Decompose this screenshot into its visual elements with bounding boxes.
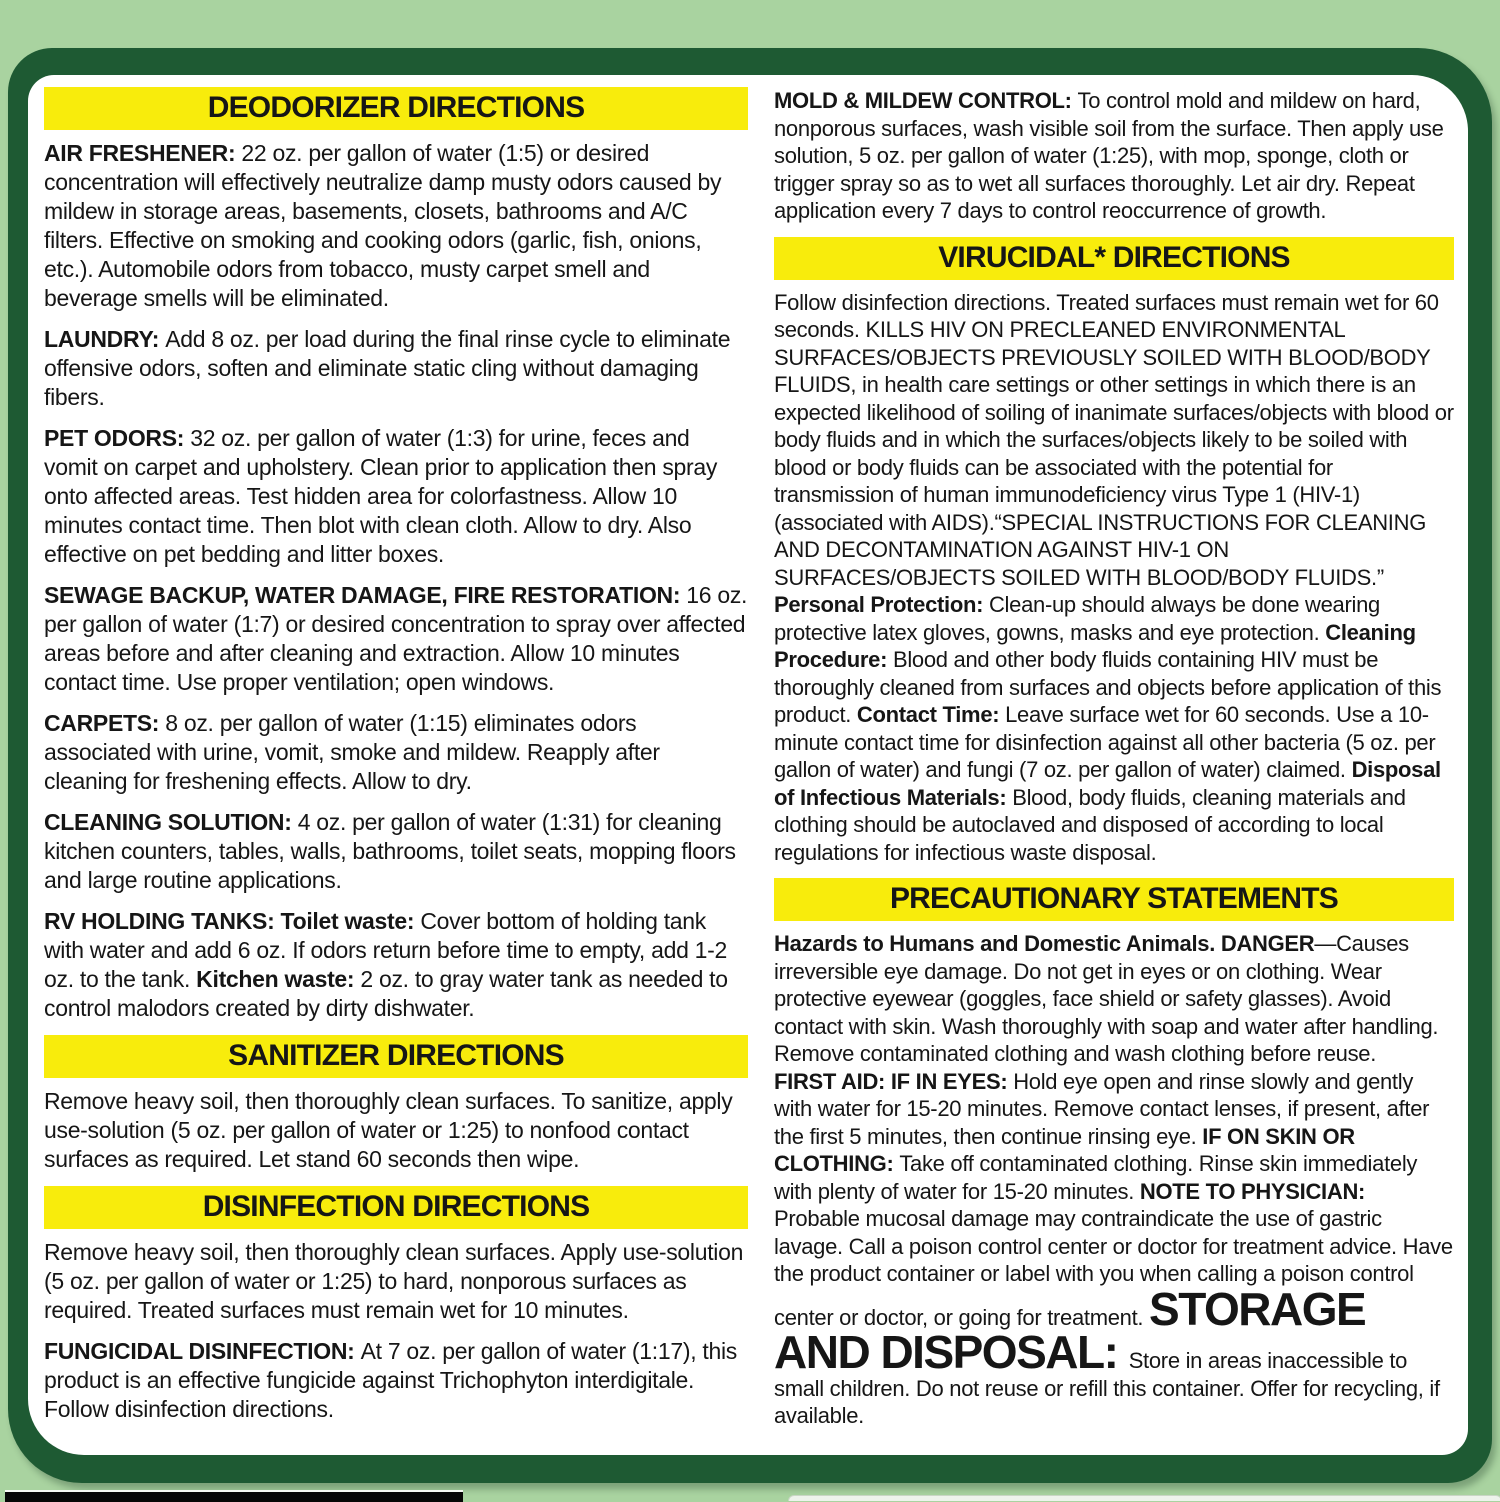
storage-disposal-heading: STORAGE AND DISPOSAL: bbox=[774, 1282, 1366, 1378]
body-text: Add 8 oz. per load during the final rinse cycle to eliminate offensive odors, soften and eliminate static cling without damaging fibers. bbox=[44, 326, 731, 410]
bold-lead-text: Cleaning Procedure: bbox=[774, 619, 1416, 672]
section-header: VIRUCIDAL* DIRECTIONS bbox=[774, 237, 1454, 280]
bold-lead-text: PET ODORS: bbox=[44, 425, 191, 451]
body-text: Take off contaminated clothing. Rinse skin immediately with plenty of water for 15-20 minutes. bbox=[774, 1151, 1418, 1204]
bold-lead-text: LAUNDRY: bbox=[44, 326, 166, 352]
body-text: Cover bottom of holding tank with water and add 6 oz. If odors return before time to empty, add 1-2 oz. to the tank. bbox=[44, 908, 728, 992]
paragraph bbox=[44, 424, 748, 569]
paragraph bbox=[774, 1068, 1454, 1430]
bold-lead-text: Hazards to Humans and Domestic Animals. DANGER bbox=[774, 931, 1315, 956]
bold-lead-text: FIRST AID: IF IN EYES: bbox=[774, 1068, 1014, 1094]
bold-lead-text: CARPETS: bbox=[44, 710, 166, 736]
body-text: 22 oz. per gallon of water (1:5) or desired concentration will effectively neutralize damp musty odors caused by mildew in storage areas, basements, closets, bathrooms and A/C filters. Effective on smoking and cooking odors (garlic, fish, onions, etc.). Automobile odors from tobacco, musty carpet smell and beverage smells will be eliminated. bbox=[44, 140, 722, 311]
body-text: Hold eye open and rinse slowly and gently with water for 15-20 minutes. Remove contact lenses, if present, after the first 5 minutes, then continue rinsing eye. bbox=[774, 1068, 1430, 1149]
bold-lead-text: Contact Time: bbox=[856, 702, 1006, 727]
bold-lead-text: MOLD & MILDEW CONTROL: bbox=[774, 88, 1078, 113]
body-text: At 7 oz. per gallon of water (1:17), this product is an effective fungicide against Trichophyton interdigitale. Follow disinfection directions. bbox=[44, 1338, 737, 1422]
next-panel-corner-peek bbox=[788, 1495, 1500, 1501]
label-panel bbox=[28, 75, 1468, 1455]
body-text: Blood, body fluids, cleaning materials and clothing should be autoclaved and disposed of according to local regulations for infectious waste disposal. bbox=[774, 784, 1406, 865]
body-text: Blood and other body fluids containing HIV must be thoroughly cleaned from surfaces and objects before application of this product. bbox=[774, 647, 1442, 727]
paragraph bbox=[44, 808, 748, 895]
bold-lead-text: SEWAGE BACKUP, WATER DAMAGE, FIRE RESTORATION: bbox=[44, 582, 687, 608]
section-header: DEODORIZER DIRECTIONS bbox=[44, 87, 748, 130]
right-column bbox=[756, 87, 1454, 1445]
body-text: Probable mucosal damage may contraindicate the use of gastric lavage. Call a poison control center or doctor for treatment advice. Have the product container or label with you when calling a poison control center or doctor, or going for treatment. bbox=[774, 1206, 1453, 1330]
bold-lead-text: Kitchen waste: bbox=[196, 966, 361, 992]
body-text: —Causes irreversible eye damage. Do not get in eyes or on clothing. Wear protective eyewear (goggles, face shield or safety glasses). Avoid contact with skin. Wash thoroughly with soap and water after handling. Remove contaminated clothing and wash clothing before reuse. bbox=[774, 931, 1439, 1066]
section-header: SANITIZER DIRECTIONS bbox=[44, 1035, 748, 1078]
body-text: 2 oz. to gray water tank as needed to control malodors created by dirty dishwater. bbox=[44, 966, 728, 1021]
label-frame bbox=[8, 48, 1492, 1483]
body-text: Store in areas inaccessible to small children. Do not reuse or refill this container. Offer for recycling, if available. bbox=[774, 1348, 1440, 1428]
bold-lead-text: Disposal of Infectious Materials: bbox=[774, 757, 1441, 810]
paragraph bbox=[44, 709, 748, 796]
body-text: Follow disinfection directions. Treated surfaces must remain wet for 60 seconds. KILLS HIV ON PRECLEANED ENVIRONMENTAL SURFACES/OBJECTS PREVIOUSLY SOILED WITH BLOOD/BODY FLUIDS, in health care settings or other settings in which there is an expected likelihood of soiling of inanimate surfaces/objects with blood or body fluids and in which the surfaces/objects likely to be soiled with blood or body fluids can be associated with the potential for transmission of human immunodeficiency virus Type 1 (HIV-1)(associated with AIDS).“SPECIAL INSTRUCTIONS FOR CLEANING AND DECONTAMINATION AGAINST HIV-1 ON SURFACES/OBJECTS SOILED WITH BLOOD/BODY FLUIDS.” bbox=[774, 289, 1454, 590]
bold-lead-text: IF ON SKIN OR CLOTHING: bbox=[774, 1123, 1355, 1176]
paragraph bbox=[44, 325, 748, 412]
paragraph bbox=[44, 581, 748, 697]
paragraph bbox=[774, 930, 1454, 1068]
paragraph bbox=[44, 1087, 748, 1174]
section-header: DISINFECTION DIRECTIONS bbox=[44, 1186, 748, 1229]
bold-lead-text: FUNGICIDAL DISINFECTION: bbox=[44, 1338, 361, 1364]
paragraph bbox=[774, 87, 1454, 225]
section-header: PRECAUTIONARY STATEMENTS bbox=[774, 878, 1454, 921]
bold-lead-text: RV HOLDING TANKS: Toilet waste: bbox=[44, 908, 421, 934]
left-column bbox=[44, 87, 756, 1445]
bold-lead-text: NOTE TO PHYSICIAN: bbox=[1139, 1178, 1366, 1204]
paragraph bbox=[774, 289, 1454, 867]
paragraph bbox=[44, 139, 748, 313]
bold-lead-text: Personal Protection: bbox=[774, 592, 989, 617]
paragraph bbox=[44, 1337, 748, 1424]
body-text: 8 oz. per gallon of water (1:15) eliminates odors associated with urine, vomit, smoke and mildew. Reapply after cleaning for freshening effects. Allow to dry. bbox=[44, 710, 660, 794]
next-panel-top-edge bbox=[5, 1490, 463, 1502]
body-text: 32 oz. per gallon of water (1:3) for urine, feces and vomit on carpet and upholstery. Clean prior to application then spray onto affected areas. Test hidden area for colorfastness. Allow 10 minutes contact time. Then blot with clean cloth. Allow to dry. Also effective on pet bedding and litter boxes. bbox=[44, 425, 718, 567]
body-text: To control mold and mildew on hard, nonporous surfaces, wash visible soil from the surface. Then apply use solution, 5 oz. per gallon of water (1:25), with mop, sponge, cloth or trigger spray so as to wet all surfaces thoroughly. Let air dry. Repeat application every 7 days to control reoccurrence of growth. bbox=[774, 88, 1444, 223]
body-text: 4 oz. per gallon of water (1:31) for cleaning kitchen counters, tables, walls, bathrooms, toilet seats, mopping floors and large routine applications. bbox=[44, 809, 736, 893]
body-text: Remove heavy soil, then thoroughly clean surfaces. Apply use-solution (5 oz. per gallon of water or 1:25) to hard, nonporous surfaces as required. Treated surfaces must remain wet for 10 minutes. bbox=[44, 1239, 744, 1323]
paragraph bbox=[44, 907, 748, 1023]
body-text: 16 oz. per gallon of water (1:7) or desired concentration to spray over affected areas before and after cleaning and extraction. Allow 10 minutes contact time. Use proper ventilation; open windows. bbox=[44, 582, 748, 695]
paragraph bbox=[44, 1238, 748, 1325]
body-text: Remove heavy soil, then thoroughly clean surfaces. To sanitize, apply use-solution (5 oz. per gallon of water or 1:25) to nonfood contact surfaces as required. Let stand 60 seconds then wipe. bbox=[44, 1088, 733, 1172]
bold-lead-text: CLEANING SOLUTION: bbox=[44, 809, 298, 835]
body-text: Clean-up should always be done wearing protective latex gloves, gowns, masks and eye protection. bbox=[774, 592, 1380, 645]
bold-lead-text: AIR FRESHENER: bbox=[44, 140, 242, 166]
body-text: Leave surface wet for 60 seconds. Use a 10-minute contact time for disinfection against all other bacteria (5 oz. per gallon of water) and fungi (7 oz. per gallon of water) claimed. bbox=[774, 702, 1436, 782]
